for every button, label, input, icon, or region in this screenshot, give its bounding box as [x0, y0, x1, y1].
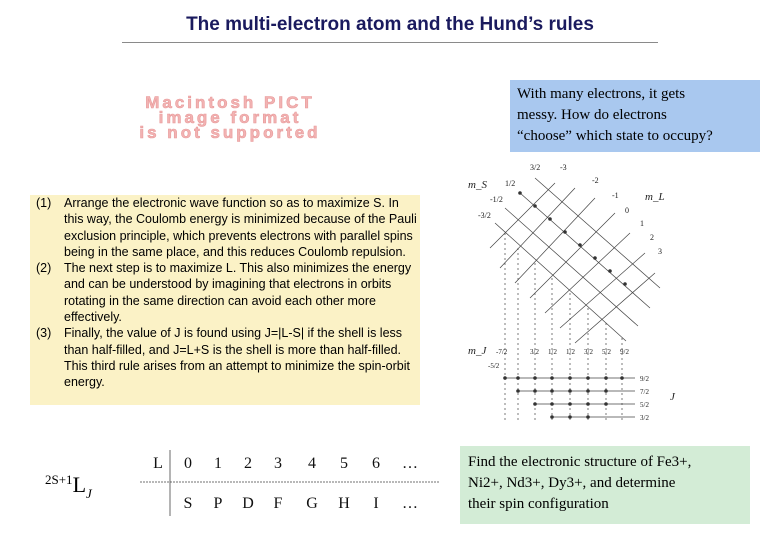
term-letter-cell: P [213, 495, 223, 512]
rule-number: (1) [36, 196, 52, 210]
mj-value: -5/2 [488, 362, 500, 370]
diagram-nodes [503, 191, 627, 419]
l-value: … [402, 455, 418, 472]
term-letter-cell: S [183, 495, 193, 512]
exercise-line: Ni2+, Nd3+, Dy3+, and determine [468, 475, 676, 491]
intro-line: With many electrons, it gets [517, 86, 686, 102]
ml-value: 0 [625, 206, 629, 215]
rule-item [30, 260, 420, 325]
mj-value: 9/2 [620, 348, 629, 356]
pict-line-2: image format [158, 108, 302, 127]
spin-orbit-coupling-diagram [460, 158, 690, 443]
exercise-line: Find the electronic structure of Fe3+, [468, 454, 692, 470]
term-letter-cell: … [402, 495, 418, 512]
intro-line: “choose” which state to occupy? [517, 128, 713, 144]
ml-value: -1 [612, 191, 619, 200]
pict-placeholder-image [40, 92, 420, 142]
intro-box [510, 80, 760, 152]
term-letter-cell: D [242, 495, 254, 512]
l-value: 1 [214, 455, 222, 472]
ms-axis-label: m_S [468, 179, 487, 191]
pict-line-1: Macintosh PICT [145, 93, 315, 112]
rule-item [30, 195, 420, 260]
title-divider [122, 42, 658, 43]
mj-value: 3/2 [530, 348, 539, 356]
term-letter-cell: G [306, 495, 318, 512]
j-value: 5/2 [640, 401, 649, 409]
term-letter-cell: F [273, 495, 283, 512]
l-value: 5 [340, 455, 348, 472]
ms-value: -3/2 [478, 211, 491, 220]
rules-list [30, 195, 420, 391]
rule-text: Finally, the value of J is found using J=|L-S| if the shell is less than half-filled, and J=L+S is the shell is more than half-filled. This third rule arises from an attempt to minimize the spin-orbit energy. [64, 326, 410, 390]
l-value: 3 [274, 455, 282, 472]
ml-value: -3 [560, 163, 567, 172]
j-axis-label: J [670, 391, 675, 403]
exercise-line: their spin configuration [468, 496, 609, 512]
exercise-box [460, 446, 750, 524]
l-value: 6 [372, 455, 380, 472]
term-letter-cell: I [373, 495, 379, 512]
intro-line: messy. How do electrons [517, 107, 667, 123]
l-to-letter-table [140, 448, 440, 518]
ms-value: 3/2 [530, 163, 541, 172]
ms-value: -1/2 [490, 195, 503, 204]
term-symbol [45, 472, 92, 502]
rule-text: The next step is to maximize L. This also minimizes the energy and can be understood by imagining that electrons in orbits rotating in the same direction can avoid each other more effectively. [64, 261, 412, 325]
rule-number: (2) [36, 261, 52, 276]
mj-value: -7/2 [496, 348, 508, 356]
l-value: 4 [308, 455, 316, 472]
ml-value: -2 [592, 176, 599, 185]
mj-value: 5/2 [602, 348, 611, 356]
mj-value: 1/2 [566, 348, 575, 356]
hund-rules-box [30, 195, 420, 405]
l-value: 2 [244, 455, 252, 472]
term-letter-cell: H [338, 495, 350, 512]
ml-value: 3 [658, 247, 662, 256]
ml-value: 1 [640, 219, 644, 228]
term-j: J [86, 486, 92, 501]
pict-line-3: is not supported [139, 123, 321, 142]
mj-axis-label: m_J [468, 345, 487, 357]
j-value: 9/2 [640, 375, 649, 383]
mj-value: 3/2 [584, 348, 593, 356]
term-letter: L [72, 472, 87, 497]
ms-value: 1/2 [505, 179, 516, 188]
ml-axis-label: m_L [645, 191, 665, 203]
mj-value: 1/2 [548, 348, 557, 356]
rule-item [30, 325, 420, 390]
rule-number: (3) [36, 326, 52, 341]
page-title: The multi-electron atom and the Hund’s rules [186, 14, 594, 35]
diagram-lines [490, 178, 660, 423]
j-value: 7/2 [640, 388, 649, 396]
l-value: 0 [184, 455, 192, 472]
j-value: 3/2 [640, 414, 649, 422]
rule-text: Arrange the electronic wave function so as to maximize S. In this way, the Coulomb energy is minimized because of the Pauli exclusion principle, which prevents electrons with parallel spins being in the same place, and this reduces Coulomb repulsion. [64, 196, 417, 259]
ml-value: 2 [650, 233, 654, 242]
l-row-label: L [153, 455, 163, 472]
term-multiplicity: 2S+1 [45, 472, 73, 487]
